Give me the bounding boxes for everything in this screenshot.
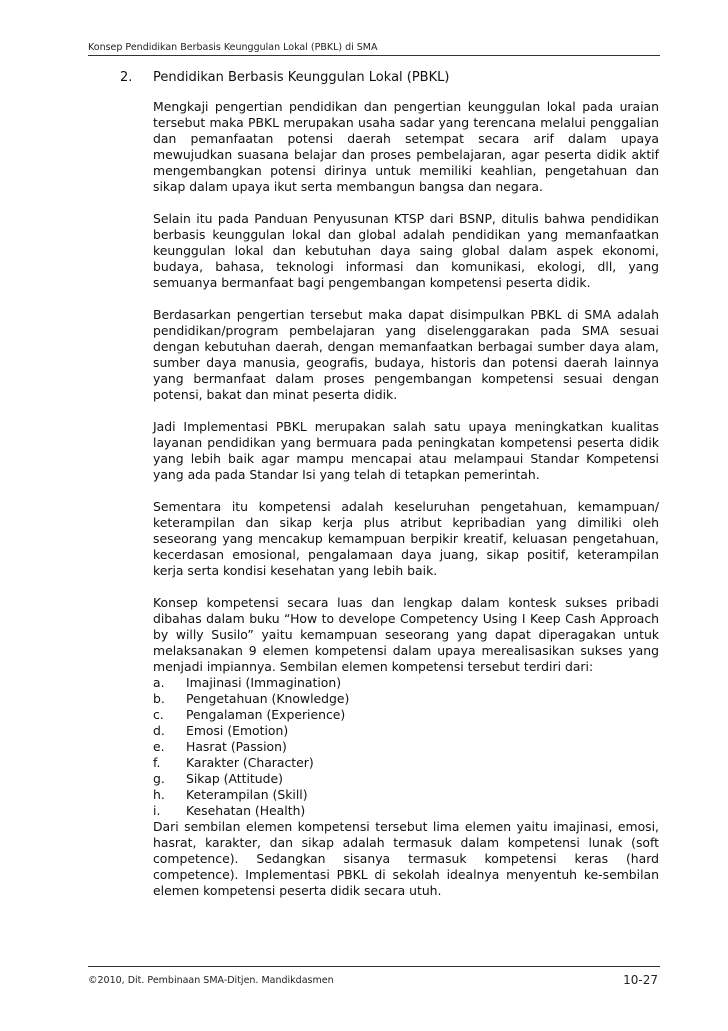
- list-marker: b.: [153, 691, 165, 706]
- list-item-text: Kesehatan (Health): [186, 803, 306, 818]
- list-item: [153, 771, 659, 787]
- paragraph: Selain itu pada Panduan Penyusunan KTSP dari BSNP, ditulis bahwa pendidikan berbasis keunggulan lokal dan global adalah pendidikan yang memanfaatkan keunggulan lokal dan kebutuhan daya saing global dalam aspek ekonomi, budaya, bahasa, teknologi informasi dan komunikasi, ekologi, dll, yang semuanya bermanfaat bagi pengembangan kompetensi peserta didik.: [153, 211, 659, 290]
- list-item: [153, 787, 659, 803]
- list-marker: c.: [153, 707, 164, 722]
- list-item: [153, 739, 659, 755]
- section-heading: [120, 70, 449, 85]
- paragraph: Mengkaji pengertian pendidikan dan pengertian keunggulan lokal pada uraian tersebut maka PBKL merupakan usaha sadar yang terencana melalui penggalian dan pemanfaatan potensi daerah setempat secara arif dalam upaya mewujudkan suasana belajar dan proses pembelajaran, agar peserta didik aktif mengembangkan potensi dirinya untuk memiliki keahlian, pengetahuan dan sikap dalam upaya ikut serta membangun bangsa dan negara.: [153, 99, 659, 194]
- list-item: [153, 691, 659, 707]
- list-marker: a.: [153, 675, 165, 690]
- section-number: 2.: [120, 70, 133, 85]
- list-item-text: Pengetahuan (Knowledge): [186, 691, 350, 706]
- list-marker: f.: [153, 755, 161, 770]
- list-marker: d.: [153, 723, 165, 738]
- footer-rule: [88, 966, 660, 967]
- body-content: [153, 99, 659, 899]
- competency-element-list: [153, 675, 659, 819]
- closing-paragraph: Dari sembilan elemen kompetensi tersebut lima elemen yaitu imajinasi, emosi, hasrat, karakter, dan sikap adalah termasuk dalam kompetensi lunak (soft competence). Sedangkan sisanya termasuk kompetensi keras (hard competence). Implementasi PBKL di sekolah idealnya menyentuh ke-sembilan elemen kompetensi peserta didik secara utuh.: [153, 819, 659, 898]
- footer-copyright: ©2010, Dit. Pembinaan SMA-Ditjen. Mandikdasmen: [88, 975, 334, 986]
- paragraph: Jadi Implementasi PBKL merupakan salah satu upaya meningkatkan kualitas layanan pendidikan yang bermuara pada peningkatan kompetensi peserta didik yang lebih baik agar mampu mencapai atau melampaui Standar Kompetensi yang ada pada Standar Isi yang telah di tetapkan pemerintah.: [153, 419, 659, 482]
- list-item-text: Sikap (Attitude): [186, 771, 283, 786]
- list-marker: i.: [153, 803, 161, 818]
- list-item-text: Keterampilan (Skill): [186, 787, 308, 802]
- list-marker: g.: [153, 771, 165, 786]
- list-marker: e.: [153, 739, 165, 754]
- running-header: Konsep Pendidikan Berbasis Keunggulan Lokal (PBKL) di SMA: [88, 42, 378, 53]
- list-item-text: Hasrat (Passion): [186, 739, 287, 754]
- paragraph: Sementara itu kompetensi adalah keseluruhan pengetahuan, kemampuan/ keterampilan dan sikap kerja plus atribut kepribadian yang dimiliki oleh seseorang yang mencakup kemampuan berpikir kreatif, keluasan pengetahuan, kecerdasan emosional, pengalamaan daya juang, sikap positif, keterampilan kerja serta kondisi kesehatan yang lebih baik.: [153, 499, 659, 578]
- page-number: 10-27: [623, 973, 658, 987]
- list-item: [153, 723, 659, 739]
- list-item-text: Imajinasi (Immagination): [186, 675, 342, 690]
- list-item-text: Emosi (Emotion): [186, 723, 289, 738]
- list-marker: h.: [153, 787, 165, 802]
- header-rule: [88, 55, 660, 56]
- list-item: [153, 707, 659, 723]
- list-item-text: Karakter (Character): [186, 755, 314, 770]
- paragraph: Konsep kompetensi secara luas dan lengkap dalam kontesk sukses pribadi dibahas dalam buku “How to develope Competency Using I Keep Cash Approach by willy Susilo” yaitu kemampuan seseorang yang dapat diperagakan untuk melaksanakan 9 elemen kompetensi dalam upaya merealisasikan sukses yang menjadi impiannya. Sembilan elemen kompetensi tersebut terdiri dari:: [153, 595, 659, 674]
- paragraph: Berdasarkan pengertian tersebut maka dapat disimpulkan PBKL di SMA adalah pendidikan/program pembelajaran yang diselenggarakan pada SMA sesuai dengan kebutuhan daerah, dengan memanfaatkan berbagai sumber daya alam, sumber daya manusia, geografis, budaya, historis dan potensi daerah lainnya yang bermanfaat dalam proses pengembangan kompetensi sesuai dengan potensi, bakat dan minat peserta didik.: [153, 307, 659, 402]
- list-item-text: Pengalaman (Experience): [186, 707, 346, 722]
- section-title: Pendidikan Berbasis Keunggulan Lokal (PBKL): [153, 70, 450, 85]
- list-item: [153, 803, 659, 819]
- list-item: [153, 755, 659, 771]
- list-item: [153, 675, 659, 691]
